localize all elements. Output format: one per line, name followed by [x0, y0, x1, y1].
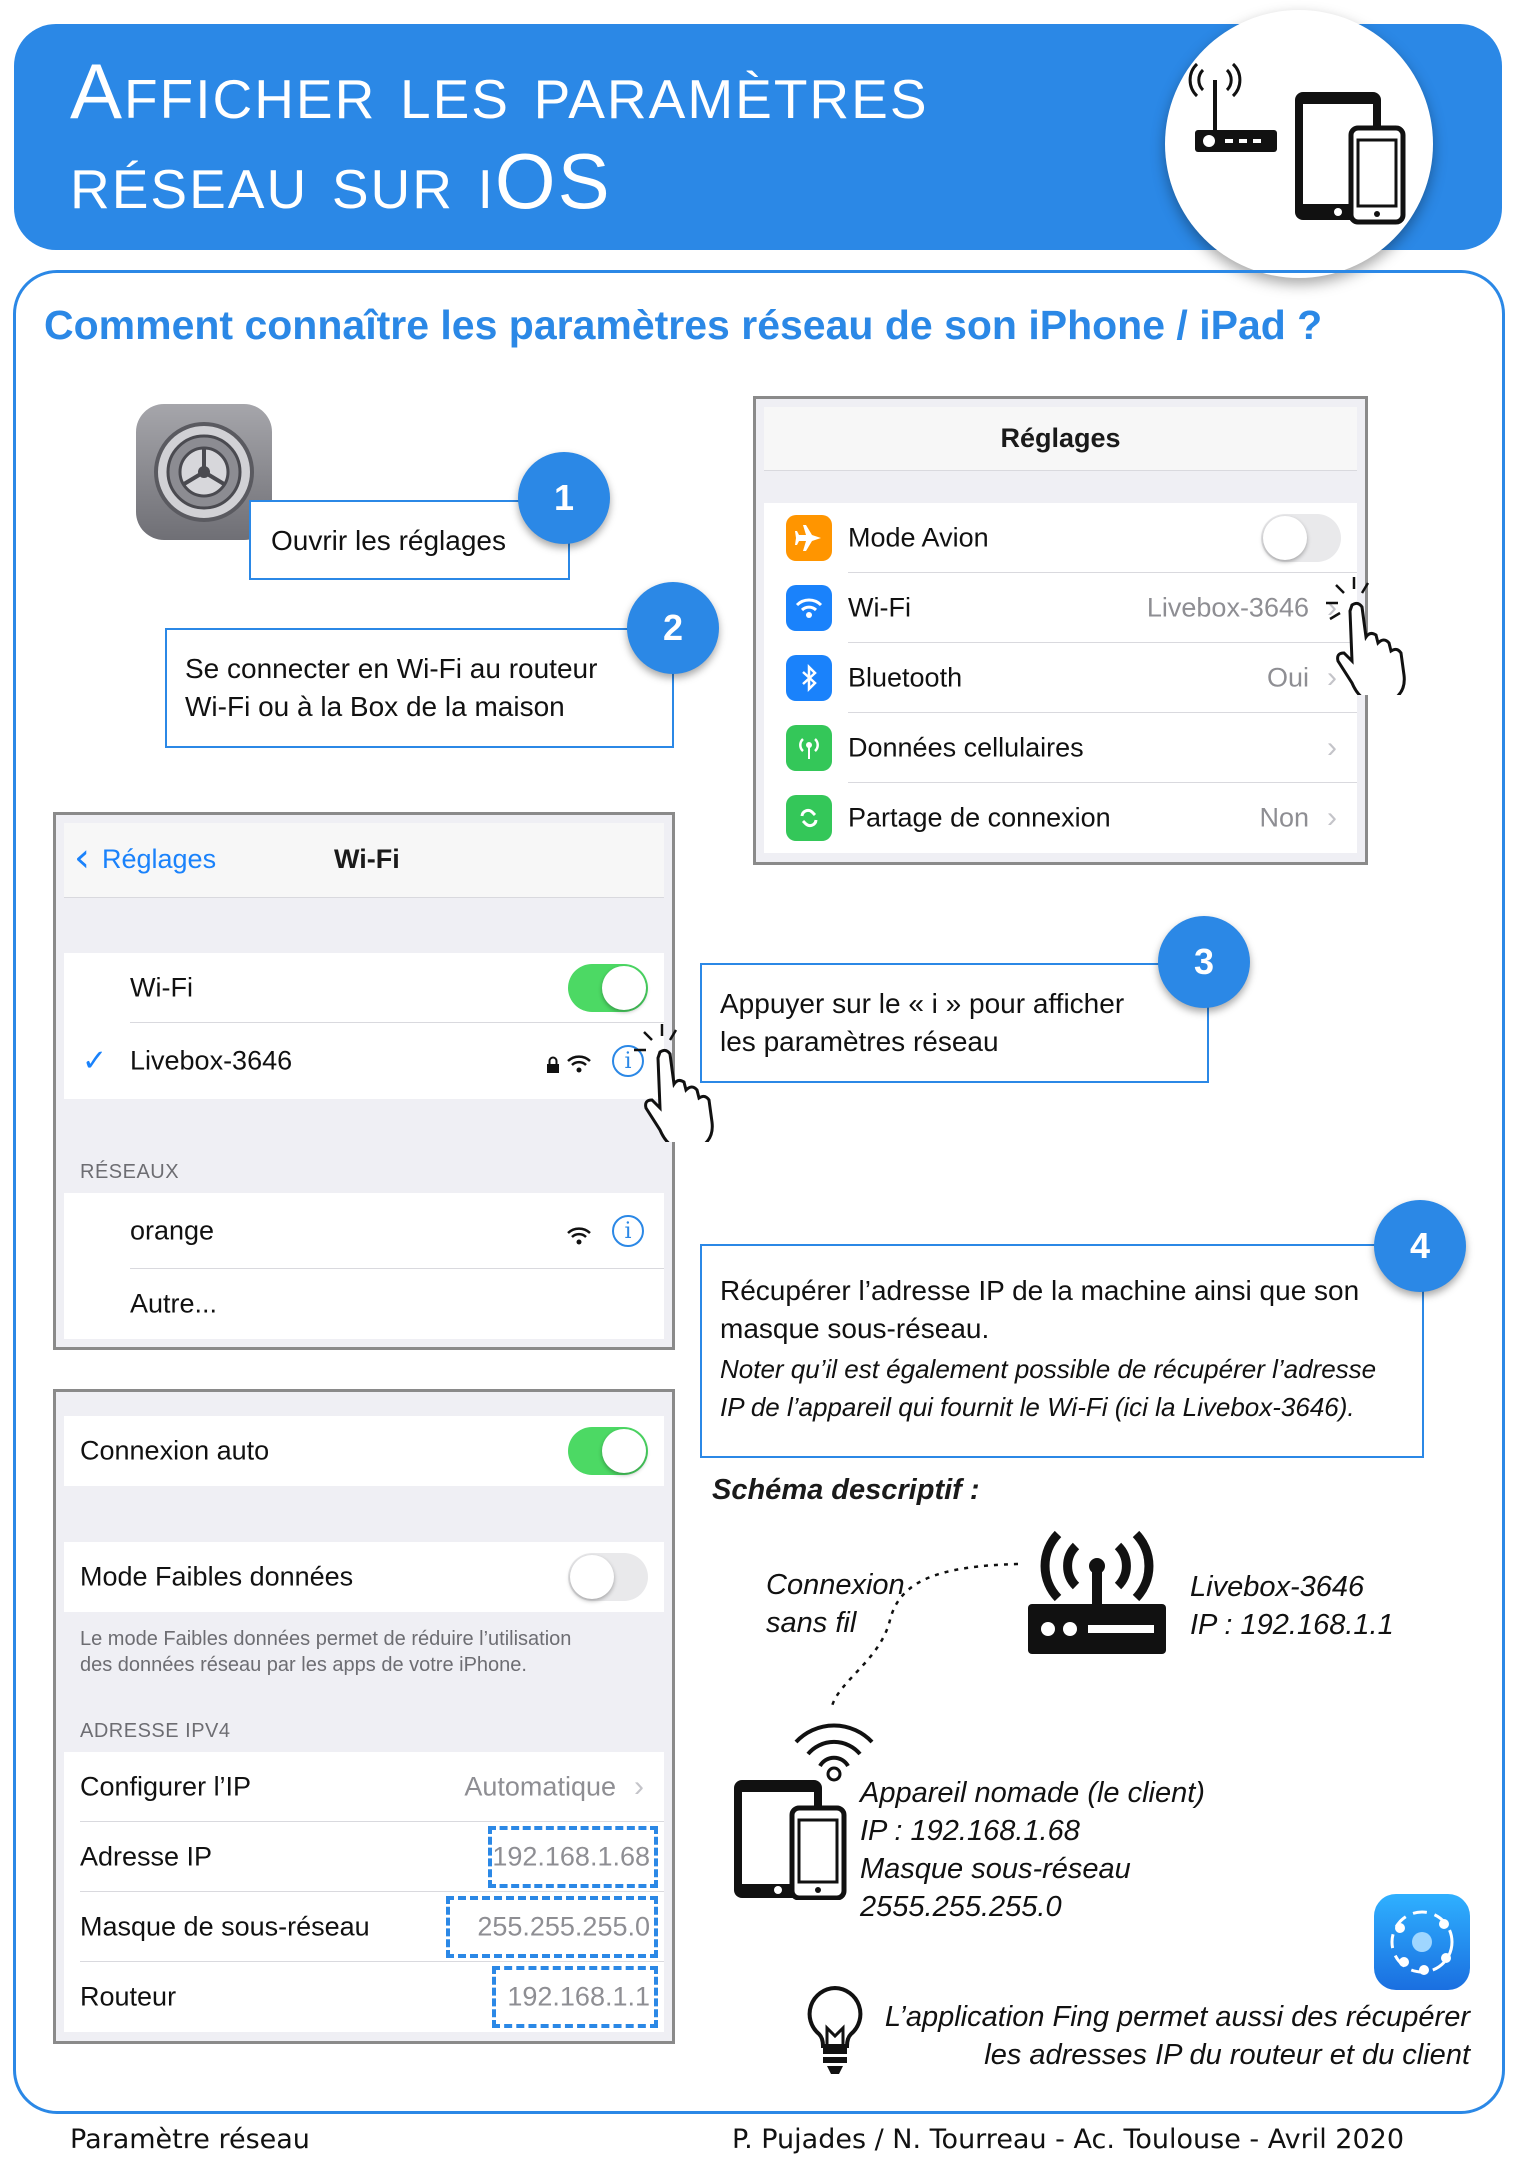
low-data-toggle[interactable]	[568, 1553, 648, 1601]
step-2-callout	[165, 628, 674, 748]
subnet-mask-row	[64, 1892, 664, 1962]
chevron-right-icon: ›	[1327, 591, 1337, 624]
lightbulb-icon	[800, 1982, 870, 2082]
network-details-screenshot	[53, 1389, 675, 2044]
auto-join-toggle[interactable]	[568, 1427, 648, 1475]
configure-ip-label: Configurer l’IP	[80, 1771, 252, 1802]
settings-row-hotspot[interactable]	[764, 783, 1357, 853]
client-info: Appareil nomade (le client) IP : 192.168.1.68 Masque sous-réseau 2555.255.255.0	[860, 1777, 1205, 1923]
step-4-text-line-2: masque sous-réseau.	[720, 1313, 990, 1344]
step-4-badge: 4	[1374, 1200, 1466, 1292]
auto-join-row[interactable]	[64, 1416, 664, 1486]
schema-title: Schéma descriptif :	[712, 1474, 980, 1506]
step-1-text: Ouvrir les réglages	[271, 525, 506, 556]
router-value: 192.168.1.1	[507, 1981, 650, 2012]
configure-ip-value: Automatique	[464, 1771, 616, 1802]
wifi-toggle-label: Wi-Fi	[130, 972, 193, 1003]
page-title	[70, 46, 929, 226]
auto-join-label: Connexion auto	[80, 1435, 270, 1466]
hotspot-label: Partage de connexion	[848, 802, 1111, 833]
bluetooth-icon	[786, 655, 832, 701]
router-and-devices-icon	[1165, 10, 1433, 278]
step-2-text-line-1: Se connecter en Wi-Fi au routeur	[185, 653, 598, 684]
info-icon[interactable]: i	[612, 1215, 644, 1247]
connected-network-name: Livebox-3646	[130, 1045, 293, 1076]
step-3-text-line-1: Appuyer sur le « i » pour afficher	[720, 988, 1125, 1019]
fing-app-icon[interactable]	[1374, 1894, 1470, 1990]
page-title-line-1: Afficher les paramètres	[70, 47, 929, 135]
checkmark-icon: ✓	[82, 1044, 108, 1078]
settings-row-airplane[interactable]	[764, 503, 1357, 573]
client-devices-icon	[734, 1780, 848, 1904]
chevron-right-icon: ›	[634, 1770, 644, 1803]
back-button[interactable]: Réglages	[102, 844, 217, 874]
footer-title: Paramètre réseau	[70, 2124, 310, 2155]
back-chevron-icon[interactable]: ‹	[74, 835, 90, 881]
wireless-link-line	[820, 1560, 1020, 1710]
hotspot-value: Non	[1259, 802, 1309, 833]
wifi-icon	[786, 585, 832, 631]
wireless-label: Connexion sans fil	[766, 1569, 905, 1639]
chevron-right-icon: ›	[1327, 661, 1337, 694]
wifi-screenshot	[53, 812, 675, 1350]
router-row	[64, 1962, 664, 2032]
section-question: Comment connaître les paramètres réseau de son iPhone / iPad ?	[44, 302, 1323, 348]
network-name: orange	[130, 1215, 215, 1246]
wifi-signal-icon	[566, 1221, 592, 1252]
chevron-right-icon: ›	[1327, 801, 1337, 834]
wifi-signal-icon	[566, 1049, 592, 1080]
network-row-other[interactable]	[64, 1269, 664, 1339]
page-title-line-2: réseau sur iOS	[70, 137, 612, 225]
ip-address-value: 192.168.1.68	[492, 1841, 650, 1872]
step-3-badge: 3	[1158, 916, 1250, 1008]
subnet-mask-value: 255.255.255.0	[477, 1911, 650, 1942]
airplane-label: Mode Avion	[848, 522, 989, 553]
info-icon[interactable]: i	[612, 1045, 644, 1077]
low-data-label: Mode Faibles données	[80, 1561, 354, 1592]
connected-network-row[interactable]	[64, 1023, 664, 1099]
ip-address-row	[64, 1822, 664, 1892]
antenna-icon	[786, 725, 832, 771]
step-1-badge: 1	[518, 452, 610, 544]
bluetooth-value: Oui	[1266, 662, 1309, 693]
step-4-note-line-2: IP de l’appareil qui fournit le Wi-Fi (ici la Livebox-3646).	[720, 1392, 1355, 1422]
wifi-nav-bar	[64, 823, 664, 898]
step-2-text-line-2: Wi-Fi ou à la Box de la maison	[185, 691, 565, 722]
step-3-callout	[700, 963, 1209, 1083]
chevron-right-icon: ›	[1327, 731, 1337, 764]
settings-row-wifi[interactable]	[764, 573, 1357, 643]
tip-text: L’application Fing permet aussi des récupérer les adresses IP du routeur et du client	[884, 2001, 1470, 2071]
subnet-mask-label: Masque de sous-réseau	[80, 1911, 370, 1942]
ip-address-label: Adresse IP	[80, 1841, 213, 1872]
step-4-text-line-1: Récupérer l’adresse IP de la machine ainsi que son	[720, 1275, 1360, 1306]
airplane-toggle[interactable]	[1261, 514, 1341, 562]
wifi-label: Wi-Fi	[848, 592, 911, 623]
network-other: Autre...	[130, 1288, 218, 1319]
airplane-icon	[786, 515, 832, 561]
link-icon	[786, 795, 832, 841]
settings-title: Réglages	[1000, 423, 1121, 453]
ipv4-header: ADRESSE IPV4	[80, 1720, 231, 1742]
low-data-note: Le mode Faibles données permet de réduire l’utilisation des données réseau par les apps de votre iPhone.	[80, 1628, 572, 1676]
cellular-label: Données cellulaires	[848, 732, 1084, 763]
step-2-badge: 2	[627, 582, 719, 674]
footer-credits: P. Pujades / N. Tourreau - Ac. Toulouse - Avril 2020	[732, 2124, 1405, 2155]
bluetooth-label: Bluetooth	[848, 662, 963, 693]
router-label: Routeur	[80, 1981, 177, 2012]
wifi-toggle[interactable]	[568, 964, 648, 1012]
settings-nav-bar	[764, 407, 1357, 471]
router-icon	[1028, 1524, 1168, 1660]
step-3-text-line-2: les paramètres réseau	[720, 1026, 999, 1057]
pointing-hand-icon	[1322, 575, 1418, 699]
low-data-row[interactable]	[64, 1542, 664, 1612]
lock-icon	[546, 1050, 560, 1081]
step-4-callout	[700, 1244, 1424, 1458]
networks-header: RÉSEAUX	[80, 1161, 180, 1183]
settings-row-bluetooth[interactable]	[764, 643, 1357, 713]
settings-screenshot	[753, 396, 1368, 865]
network-row-orange[interactable]	[64, 1193, 664, 1269]
step-4-note-line-1: Noter qu’il est également possible de récupérer l’adresse	[720, 1354, 1377, 1384]
router-info: Livebox-3646 IP : 192.168.1.1	[1190, 1571, 1394, 1641]
configure-ip-row[interactable]	[64, 1752, 664, 1822]
settings-row-cellular[interactable]	[764, 713, 1357, 783]
wifi-value: Livebox-3646	[1146, 592, 1309, 623]
wifi-toggle-row[interactable]	[64, 953, 664, 1023]
wifi-screen-title: Wi-Fi	[334, 844, 400, 874]
